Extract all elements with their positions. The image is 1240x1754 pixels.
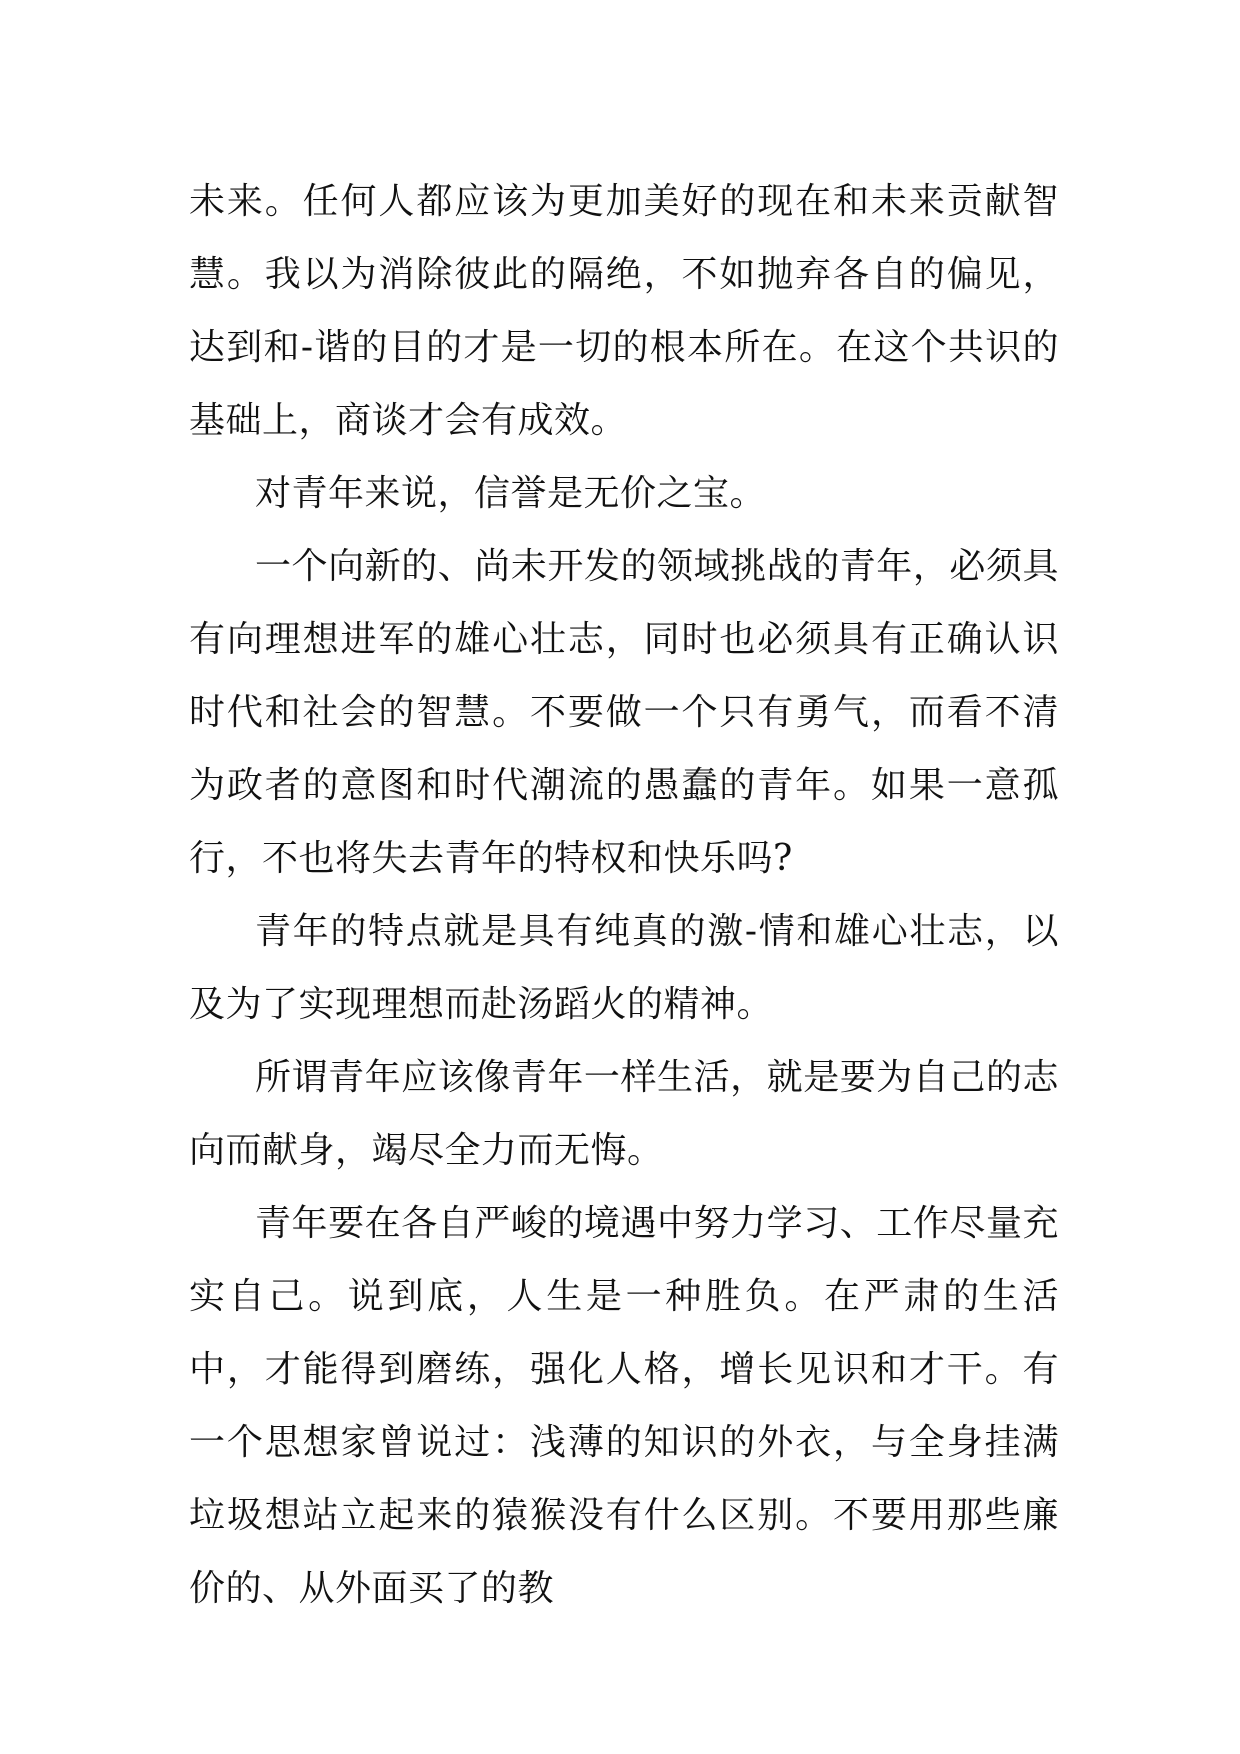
paragraph-2: 对青年来说，信誉是无价之宝。 xyxy=(255,473,767,514)
paragraph-3: 一个向新的、尚未开发的领域挑战的青年，必须具有向理想进军的雄心壮志，同时也必须具有正确认识时代和社会的智慧。不要做一个只有勇气，而看不清为政者的意图和时代潮流的愚蠢的青年。如果一意孤行，不也将失去青年的特权和快乐吗? xyxy=(189,546,1059,879)
paragraph-1: 未来。任何人都应该为更加美好的现在和未来贡献智慧。我以为消除彼此的隔绝，不如抛弃各自的偏见，达到和-谐的目的才是一切的根本所在。在这个共识的基础上，商谈才会有成效。 xyxy=(189,181,1059,441)
body-text xyxy=(189,165,1059,1625)
paragraph-4: 青年的特点就是具有纯真的激-情和雄心壮志，以及为了实现理想而赴汤蹈火的精神。 xyxy=(189,911,1059,1025)
paragraph-5: 所谓青年应该像青年一样生活，就是要为自己的志向而献身，竭尽全力而无悔。 xyxy=(189,1057,1059,1171)
paragraph-6: 青年要在各自严峻的境遇中努力学习、工作尽量充实自己。说到底，人生是一种胜负。在严肃的生活中，才能得到磨练，强化人格，增长见识和才干。有一个思想家曾说过：浅薄的知识的外衣，与全身挂满垃圾想站立起来的猿猴没有什么区别。不要用那些廉价的、从外面买了的教 xyxy=(189,1203,1059,1609)
